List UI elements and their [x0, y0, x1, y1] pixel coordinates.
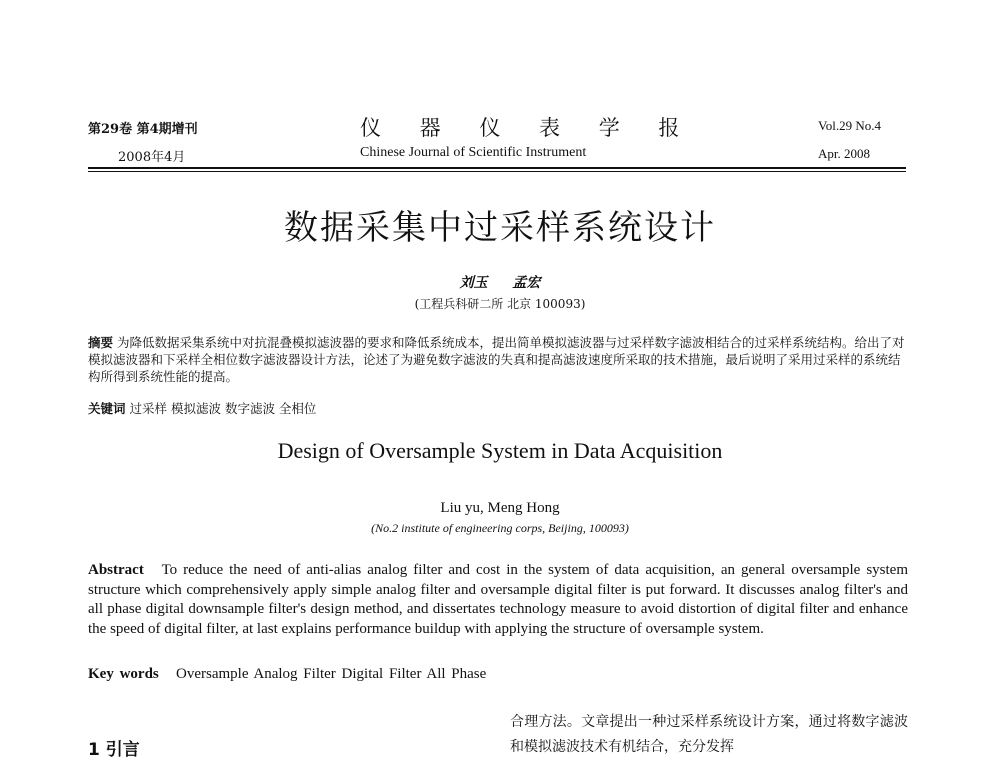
keywords-cn-text: 过采样 模拟滤波 数字滤波 全相位: [129, 401, 317, 416]
keywords-en-text: Oversample Analog Filter Digital Filter All Phase: [176, 666, 487, 682]
affiliation-en: (No.2 institute of engineering corps, Beijing, 100093): [371, 521, 629, 535]
body-text-right-column: 合理方法。文章提出一种过采样系统设计方案，通过将数字滤波和模拟滤波技术有机结合，充分发挥: [510, 714, 908, 755]
abstract-en-label: Abstract: [88, 562, 144, 578]
header-rule-thick: [88, 167, 906, 169]
header-volume-en: Vol.29 No.4: [818, 118, 881, 133]
abstract-cn: [88, 334, 908, 385]
keywords-en: [88, 666, 486, 683]
keywords-cn-label: 关键词: [88, 401, 126, 416]
abstract-cn-text: 为降低数据采集系统中对抗混叠模拟滤波器的要求和降低系统成本，提出简单模拟滤波器与过采样数字滤波相结合的过采样系统结构。给出了对模拟滤波器和下采样全相位数字滤波器设计方法，论述了为避免数字滤波的失真和提高滤波速度所采取的技术措施，最后说明了采用过采样的系统结构所得到系统性能的提高。: [88, 335, 905, 384]
authors-cn: 刘玉 孟宏: [459, 275, 541, 291]
keywords-cn: [88, 399, 316, 417]
header-rule-thin: [88, 171, 906, 172]
paper-title-en: Design of Oversample System in Data Acquisition: [277, 438, 723, 463]
authors-en: Liu yu, Meng Hong: [440, 500, 560, 516]
header-volume-cn: 第29卷 第4期增刊: [88, 122, 198, 137]
keywords-en-label: Key words: [88, 666, 159, 682]
section-heading-introduction: 1 引言: [88, 740, 140, 760]
abstract-cn-label: 摘要: [88, 335, 114, 350]
journal-name-cn: 仪 器 仪 表 学 报: [360, 116, 696, 140]
paper-title-cn: 数据采集中过采样系统设计: [284, 208, 716, 248]
abstract-en-text: To reduce the need of anti-alias analog filter and cost in the system of data acquisition, an general oversample system structure which comprehensively apply simple analog filter and oversample digital filter is put forward. It discusses analog filter's and all phase digital downsample filter's design method, and dissertates technology measure to avoid distortion of digital filter and enhance the speed of digital filter, at last explains performance buildup with applying the structure of oversample system.: [88, 562, 908, 637]
journal-name-en: Chinese Journal of Scientific Instrument: [360, 145, 587, 160]
affiliation-cn: (工程兵科研二所 北京 100093): [414, 297, 586, 311]
header-date-en: Apr. 2008: [818, 146, 870, 161]
header-date-cn: 2008年4月: [118, 150, 186, 165]
abstract-en: [88, 561, 908, 639]
